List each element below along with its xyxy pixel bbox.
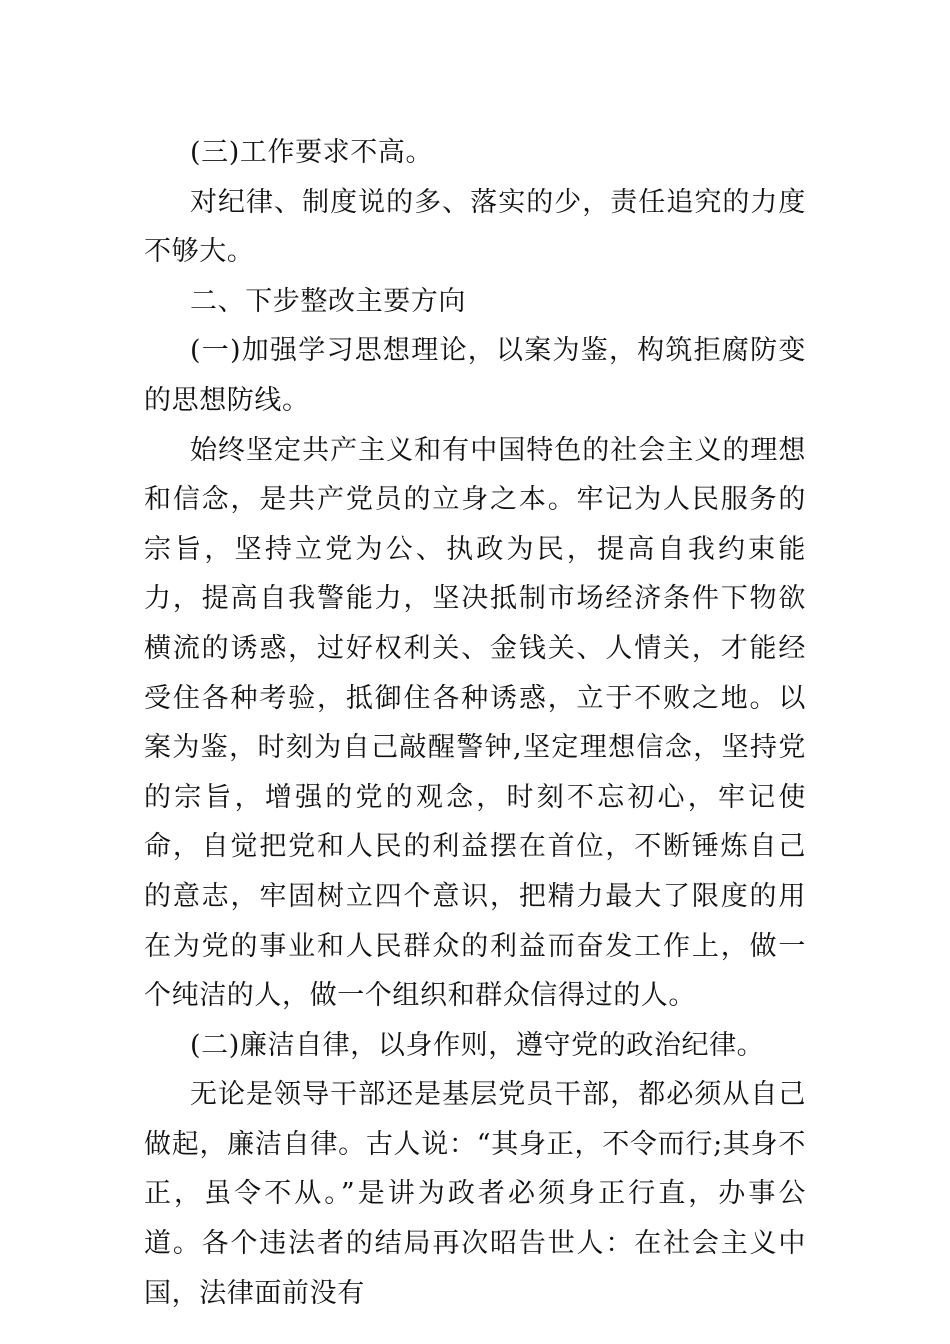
document-body: [144, 128, 806, 1318]
paragraph-discipline: 对纪律、制度说的多、落实的少，责任追究的力度不够大。: [144, 186, 806, 268]
paragraph-ideals: 始终坚定共产主义和有中国特色的社会主义的理想和信念，是共产党员的立身之本。牢记为人民服务的宗旨，坚持立党为公、执政为民，提高自我约束能力，提高自我警能力，坚决抵制市场经济条件下物欲横流的诱惑，过好权利关、金钱关、人情关，才能经受住各种考验，抵御住各种诱惑，立于不败之地。以案为鉴，时刻为自己敲醒警钟,坚定理想信念，坚持党的宗旨，增强的党的观念，时刻不忘初心，牢记使命，自觉把党和人民的利益摆在首位，不断锤炼自己的意志，牢固树立四个意识，把精力最大了限度的用在为党的事业和人民群众的利益而奋发工作上，做一个纯洁的人，做一个组织和群众信得过的人。: [144, 434, 806, 1012]
subheading-three: (三)工作要求不高。: [190, 137, 434, 168]
subheading-two: (二)廉洁自律，以身作则，遵守党的政治纪律。: [190, 1029, 765, 1061]
paragraph-self-discipline: 无论是领导干部还是基层党员干部，都必须从自己做起，廉洁自律。古人说：“其身正，不令而行;其身不正，虽令不从。”是讲为政者必须身正行直，办事公道。各个违法者的结局再次昭告世人：在社会主义中国，法律面前没有: [144, 1079, 806, 1309]
section-heading-two: 二、下步整改主要方向: [190, 285, 466, 317]
subheading-one: (一)加强学习思想理论，以案为鉴，构筑拒腐防变的思想防线。: [144, 335, 806, 416]
